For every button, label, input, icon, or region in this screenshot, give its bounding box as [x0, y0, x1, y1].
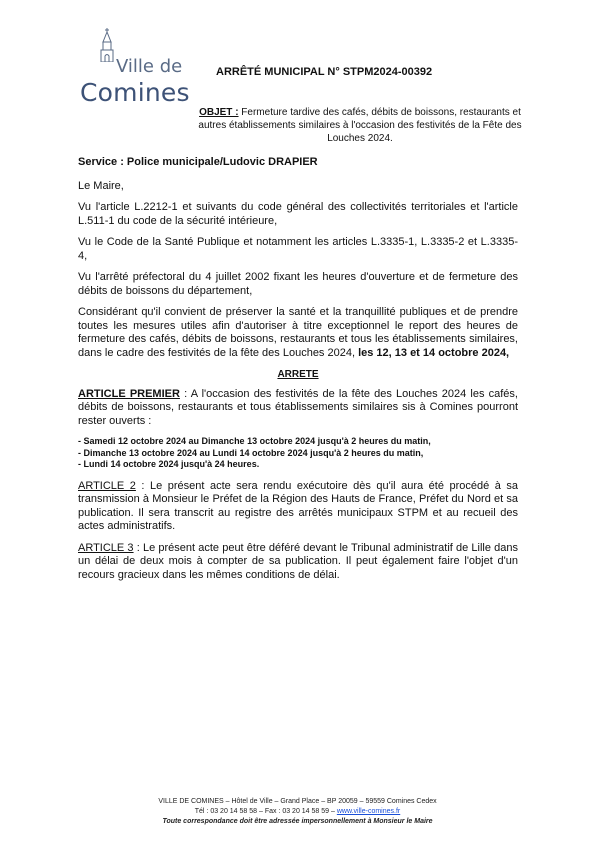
article-3 [78, 542, 518, 583]
article-1-label: ARTICLE PREMIER [78, 387, 180, 400]
schedule-list [78, 436, 518, 471]
footer-note: Toute correspondance doit être adressée impersonnellement à Monsieur le Maire [162, 818, 433, 825]
church-tower-icon [97, 28, 117, 62]
schedule-item: - Dimanche 13 octobre 2024 au Lundi 14 octobre 2024 jusqu'à 2 heures du matin, [78, 447, 424, 458]
arrete-heading: ARRETE [277, 369, 319, 380]
document-title: ARRÊTÉ MUNICIPAL N° STPM2024-00392 [216, 66, 433, 78]
footer-phone-fax: Tél : 03 20 14 58 58 – Fax : 03 20 14 58 59 – [194, 808, 337, 815]
maire-line: Le Maire, [78, 179, 124, 192]
objet-block [190, 106, 530, 145]
logo-comines-text: Comines [80, 78, 190, 107]
service-line: Service : Police municipale/Ludovic DRAPIER [78, 156, 318, 168]
article-2 [78, 480, 518, 534]
considerant-dates: les 12, 13 et 14 octobre 2024, [358, 346, 510, 359]
schedule-item: - Samedi 12 octobre 2024 au Dimanche 13 octobre 2024 jusqu'à 2 heures du matin, [78, 436, 431, 446]
objet-label: OBJET : [199, 107, 239, 118]
article-2-text: : Le présent acte sera rendu exécutoire dès qu'il aura été procédé à sa transmission à Monsieur le Préfet de la Région des Hauts de France, Préfet du Nord et sa publication. Il sera transcrit au registre des arrêtés municipaux STPM et au recueil des actes administratifs. [78, 479, 518, 532]
article-2-label: ARTICLE 2 [78, 479, 136, 492]
schedule-item: - Lundi 14 octobre 2024 jusqu'à 24 heures. [78, 459, 260, 469]
article-3-text: : Le présent acte peut être déféré devant le Tribunal administratif de Lille dans un délai de deux mois à compter de sa publication. Il peut également faire l'objet d'un recours gracieux dans les mêmes conditions de délai. [78, 541, 518, 581]
footer-address: VILLE DE COMINES – Hôtel de Ville – Grand Place – BP 20059 – 59559 Comines Cedex [158, 798, 437, 805]
objet-text: Fermeture tardive des cafés, débits de boissons, restaurants et autres établissements similaires à l'occasion des festivités de la Fête des Louches 2024. [198, 107, 522, 144]
footer-contact [80, 807, 515, 817]
logo-ville-text: Ville de [116, 56, 183, 77]
page-footer [80, 797, 515, 827]
article-1-text: : A l'occasion des festivités de la fête des Louches 2024 les cafés, débits de boissons, restaurants et tous établissements similaires sis à Comines pourront rester ouverts : [78, 387, 518, 427]
visa-3: Vu l'arrêté préfectoral du 4 juillet 2002 fixant les heures d'ouverture et de fermeture des débits de boissons du département, [78, 271, 518, 297]
considerant-paragraph [78, 306, 518, 360]
article-3-label: ARTICLE 3 [78, 541, 134, 554]
footer-website-link[interactable]: www.ville-comines.fr [336, 808, 401, 815]
document-body [78, 156, 518, 590]
visa-2: Vu le Code de la Santé Publique et notamment les articles L.3335-1, L.3335-2 et L.3335-4, [78, 236, 518, 262]
article-1 [78, 388, 518, 429]
city-logo [80, 28, 195, 108]
considerant-text: Considérant qu'il convient de préserver la santé et la tranquillité publiques et de prendre toutes les mesures utiles afin d'autoriser à titre exceptionnel le report des heures de fermeture des cafés, débits de boissons, restaurants et tous les établissements similaires, dans le cadre des festivités de la fête des Louches 2024, [78, 306, 518, 359]
visa-1: Vu l'article L.2212-1 et suivants du code général des collectivités territoriales et l'article L.511-1 du code de la sécurité intérieure, [78, 201, 518, 227]
